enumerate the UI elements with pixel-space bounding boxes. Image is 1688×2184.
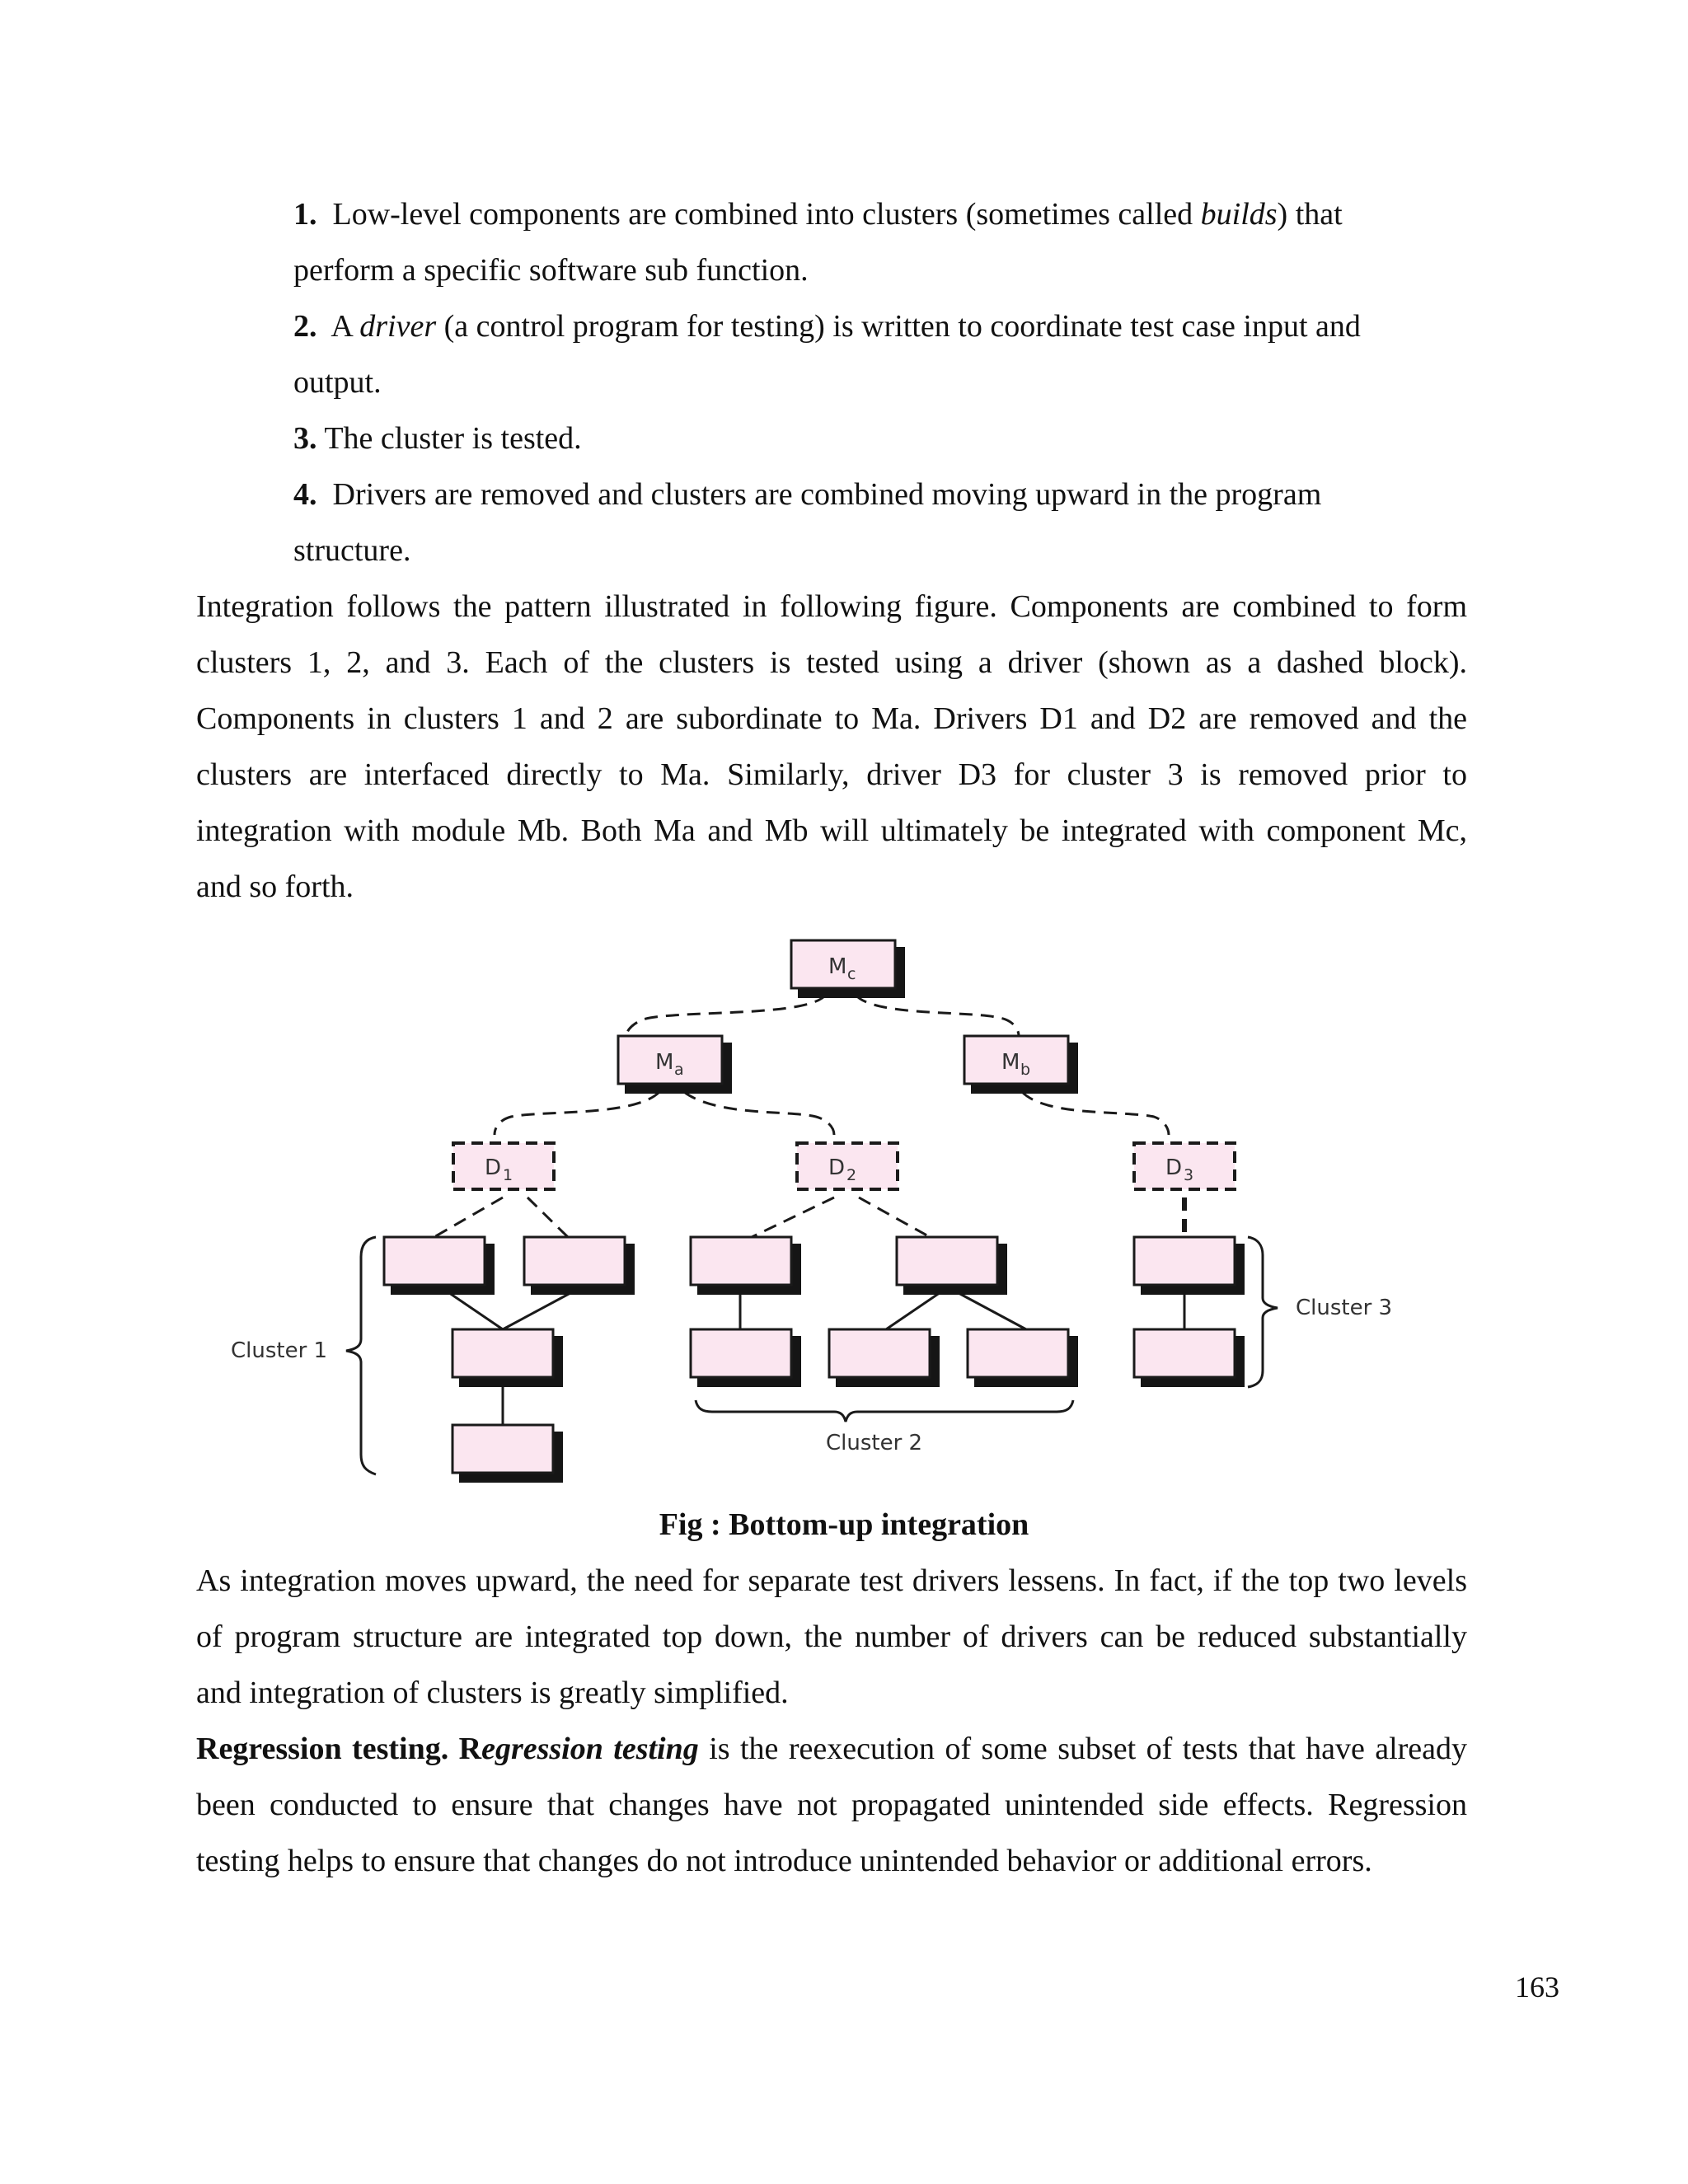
driver-d1-subscript: 1 [503, 1166, 513, 1184]
list-emphasis: builds [1200, 197, 1278, 232]
list-item-1 [293, 194, 1343, 234]
cluster1-component [524, 1237, 635, 1295]
cluster3-component [1134, 1329, 1245, 1387]
list-item-2 [293, 307, 1361, 346]
cluster1-label: Cluster 1 [231, 1338, 328, 1363]
list-number: 1. [293, 197, 317, 232]
list-text: (a control program for testing) is written to coordinate test case input and [443, 309, 1361, 344]
edge-d2-c2a [750, 1197, 834, 1238]
bottom-up-integration-diagram [214, 927, 1418, 1504]
cluster1-component [452, 1329, 563, 1387]
cluster1-component [452, 1425, 563, 1483]
paragraph-line: and so forth. [196, 869, 354, 904]
cluster2-component [968, 1329, 1078, 1387]
module-ma-label: M [655, 1050, 674, 1075]
cluster2-brace [696, 1400, 1073, 1422]
list-text: The cluster is tested. [324, 421, 582, 456]
list-item-2-continuation: output. [293, 365, 382, 400]
edge-d1-c1a [433, 1197, 503, 1238]
cluster2-component [691, 1237, 801, 1295]
driver-d2-subscript: 2 [846, 1166, 857, 1184]
cluster2-component [691, 1329, 801, 1387]
driver-d3-box [1134, 1143, 1235, 1189]
driver-d3-subscript: 3 [1184, 1166, 1194, 1184]
module-ma-subscript: a [674, 1061, 684, 1079]
edge-ma-d1 [495, 1092, 659, 1135]
module-mc-subscript: c [847, 965, 856, 983]
cluster3-brace [1248, 1237, 1278, 1387]
list-item-1-continuation: perform a specific software sub function. [293, 253, 809, 288]
regression-testing-heading-line [196, 1729, 1467, 1769]
list-item-3 [293, 419, 582, 458]
paragraph-line: been conducted to ensure that changes have not propagated unintended side effects. Regression [196, 1788, 1467, 1822]
paragraph-text: is the reexecution of some subset of tests that have already [709, 1732, 1468, 1766]
module-mc-box [791, 940, 905, 998]
paragraph-line: and integration of clusters is greatly simplified. [196, 1675, 789, 1710]
section-heading-emphasis: egression testing [481, 1732, 699, 1766]
driver-d1-label: D [485, 1155, 502, 1180]
list-item-4-continuation: structure. [293, 533, 411, 568]
section-heading: Regression testing. R [196, 1732, 482, 1766]
list-text: A [331, 309, 352, 344]
edge-d2-c2b [859, 1197, 931, 1238]
paragraph-line: clusters 1, 2, and 3. Each of the clusters is tested using a driver (shown as a dashed block). [196, 645, 1467, 680]
paragraph-line: clusters are interfaced directly to Ma. Similarly, driver D3 for cluster 3 is removed prior to [196, 757, 1467, 792]
list-item-4 [293, 475, 1321, 514]
paragraph-line: As integration moves upward, the need for separate test drivers lessens. In fact, if the top two levels [196, 1563, 1467, 1598]
edge-ma-d2 [684, 1092, 834, 1135]
edge-mc-mb [856, 995, 1019, 1036]
cluster3-label: Cluster 3 [1296, 1296, 1393, 1320]
module-mb-box [964, 1036, 1078, 1094]
cluster2-component [829, 1329, 940, 1387]
driver-d2-box [797, 1143, 898, 1189]
cluster2-component [897, 1237, 1007, 1295]
edge-mb-d3 [1022, 1092, 1169, 1135]
paragraph-line: Integration follows the pattern illustrated in following figure. Components are combined to form [196, 589, 1467, 624]
figure-caption: Fig : Bottom-up integration [659, 1507, 1029, 1542]
module-mb-subscript: b [1020, 1061, 1031, 1079]
driver-d3-label: D [1165, 1155, 1183, 1180]
module-mb-label: M [1001, 1050, 1020, 1075]
driver-d1-box [453, 1143, 554, 1189]
cluster1-brace [346, 1237, 376, 1474]
module-ma-box [618, 1036, 732, 1094]
paragraph-line: of program structure are integrated top down, the number of drivers can be reduced substantially [196, 1619, 1467, 1654]
edge-d1-c1b [528, 1197, 569, 1238]
list-emphasis: driver [359, 309, 437, 344]
list-number: 2. [293, 309, 317, 344]
list-number: 3. [293, 421, 317, 456]
list-text: Low-level components are combined into clusters (sometimes called [332, 197, 1193, 232]
module-mc-label: M [828, 954, 847, 979]
edge-mc-ma [626, 995, 826, 1036]
driver-d2-label: D [828, 1155, 846, 1180]
list-text: Drivers are removed and clusters are combined moving upward in the program [332, 477, 1322, 512]
page-number: 163 [1515, 1971, 1559, 2004]
paragraph-line: Components in clusters 1 and 2 are subordinate to Ma. Drivers D1 and D2 are removed and the [196, 701, 1467, 736]
cluster2-label: Cluster 2 [826, 1431, 923, 1455]
paragraph-line: integration with module Mb. Both Ma and Mb will ultimately be integrated with component Mc, [196, 813, 1467, 848]
cluster1-component [384, 1237, 495, 1295]
list-text: ) that [1277, 197, 1343, 232]
cluster3-component [1134, 1237, 1245, 1295]
list-number: 4. [293, 477, 317, 512]
paragraph-line: testing helps to ensure that changes do not introduce unintended behavior or additional errors. [196, 1844, 1372, 1878]
